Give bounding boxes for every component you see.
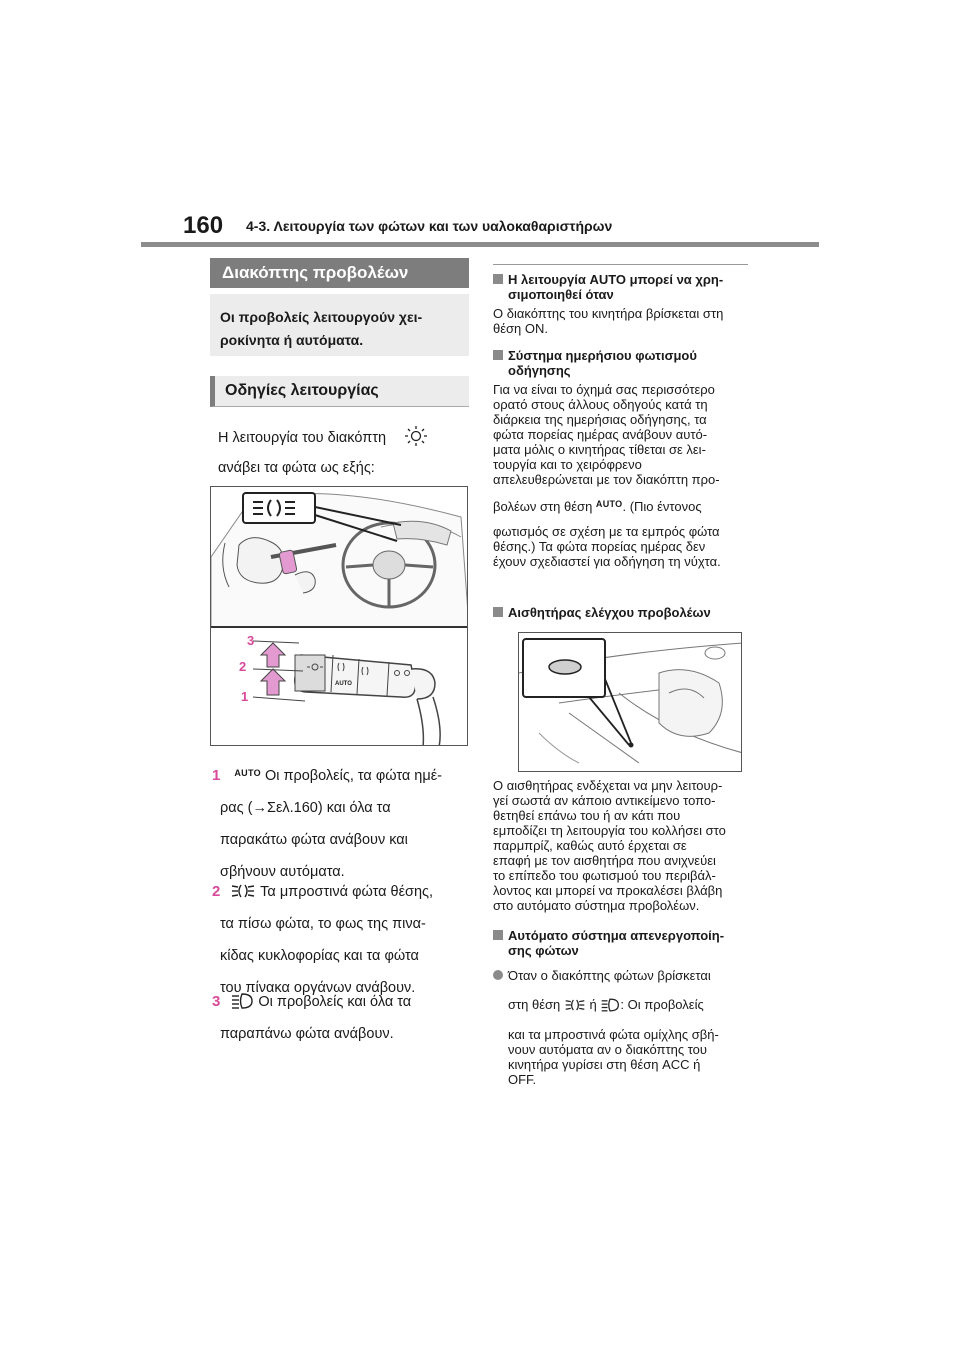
text-line: λοντος και μπορεί να προκαλέσει βλάβη bbox=[493, 883, 723, 898]
step-text: Τα μπροστινά φώτα θέσης, bbox=[260, 884, 434, 900]
stalk-auto-label: AUTO bbox=[335, 681, 352, 687]
figure-label-3: 3 bbox=[247, 633, 255, 648]
square-bullet-icon bbox=[493, 350, 503, 360]
intro-box bbox=[210, 294, 469, 356]
step-text: τα πίσω φώτα, το φως της πινα- bbox=[220, 916, 426, 932]
text-line: φώτα πορείας ημέρας ανάβουν αυτό- bbox=[493, 427, 708, 442]
step-text: του πίνακα οργάνων ανάβουν. bbox=[220, 980, 416, 996]
page-number: 160 bbox=[183, 212, 224, 239]
chapter-title: 4-3. Λειτουργία των φώτων και των υαλοκαθαριστήρων bbox=[246, 218, 613, 234]
step-text: Οι προβολείς, τα φώτα ημέ- bbox=[264, 768, 443, 784]
text-line: θέση ON. bbox=[493, 321, 549, 336]
text-segment: : Οι προβολείς bbox=[620, 997, 704, 1012]
heading-sensor bbox=[493, 605, 753, 620]
paragraph-sensor bbox=[493, 778, 755, 913]
text-line: θετηθεί επάνω του ή αν κάτι που bbox=[493, 808, 681, 823]
heading-auto-usage bbox=[493, 272, 753, 302]
text-line: Όταν ο διακόπτης φώτων βρίσκεται bbox=[508, 968, 711, 983]
heading-text: σης φώτων bbox=[508, 943, 579, 958]
step-2 bbox=[212, 880, 474, 1000]
text-segment: ή bbox=[589, 997, 597, 1012]
step-text: σβήνουν αυτόματα. bbox=[220, 864, 345, 880]
illustration-svg bbox=[211, 487, 468, 746]
text-line: Ο αισθητήρας ενδέχεται να μην λειτουρ- bbox=[493, 778, 723, 793]
step-number: 2 bbox=[212, 883, 221, 900]
text-line: παρμπρίζ, καθώς αυτό έρχεται σε bbox=[493, 838, 687, 853]
text-line: στο αυτόματο σύστημα προβολέων. bbox=[493, 898, 700, 913]
text-line: ορατό στους άλλους οδηγούς κατά τη bbox=[493, 397, 708, 412]
auto-icon: AUTO bbox=[234, 768, 261, 778]
step-text: παρακάτω φώτα ανάβουν και bbox=[220, 832, 408, 848]
text-line: γεί σωστά αν κάποιο αντικείμενο τοπο- bbox=[493, 793, 716, 808]
step-text: ρας (→Σελ.160) και όλα τα bbox=[220, 800, 391, 816]
light-switch-symbol-icon bbox=[398, 424, 434, 446]
parking-light-icon bbox=[564, 997, 586, 1013]
text-line bbox=[493, 997, 755, 1013]
text-line: διάρκεια της ημερήσιας οδήγησης, τα bbox=[493, 412, 707, 427]
text-line: επαφή με τον αισθητήρα που ανιχνεύει bbox=[493, 853, 716, 868]
text-line: κινητήρα γυρίσει στη θέση ACC ή bbox=[508, 1057, 701, 1072]
subsection-title: Οδηγίες λειτουργίας bbox=[210, 376, 469, 407]
step-3 bbox=[212, 990, 474, 1046]
heading-text: Σύστημα ημερήσιου φωτισμού bbox=[508, 348, 697, 363]
operation-text: Η λειτουργία του διακόπτη bbox=[218, 430, 387, 446]
text-segment: βολέων στη θέση bbox=[493, 499, 593, 514]
text-line: OFF. bbox=[508, 1072, 537, 1087]
figure-label-1: 1 bbox=[241, 689, 249, 704]
headlight-icon bbox=[230, 992, 254, 1010]
square-bullet-icon bbox=[493, 930, 503, 940]
heading-text: Η λειτουργία AUTO μπορεί να χρη- bbox=[508, 272, 724, 287]
text-segment: στη θέση bbox=[508, 997, 561, 1012]
text-line: το επίπεδο του φωτισμού του περιβάλ- bbox=[493, 868, 716, 883]
step-1 bbox=[212, 762, 474, 884]
intro-line: ροκίνητα ή αυτόματα. bbox=[220, 332, 364, 348]
round-bullet-icon bbox=[493, 970, 503, 980]
headlight-icon bbox=[600, 997, 620, 1013]
text-line: Για να είναι το όχημά σας περισσότερο bbox=[493, 382, 715, 397]
text-line: εμποδίζει τη λειτουργία του κολλήσει στο bbox=[493, 823, 726, 838]
heading-text: οδήγησης bbox=[508, 363, 571, 378]
operation-paragraph bbox=[218, 424, 434, 450]
text-line: φωτισμός σε σχέση με τα εμπρός φώτα bbox=[493, 524, 720, 539]
text-line: ματα μόλις ο κινητήρας τίθεται σε λει- bbox=[493, 442, 706, 457]
paragraph-auto-usage bbox=[493, 306, 755, 336]
step-number: 3 bbox=[212, 993, 221, 1010]
text-line bbox=[493, 497, 755, 514]
operation-text-2: ανάβει τα φώτα ως εξής: bbox=[218, 460, 375, 476]
sensor-svg bbox=[519, 633, 742, 772]
figure-label-2: 2 bbox=[239, 659, 247, 674]
intro-line: Οι προβολείς λειτουργούν χει- bbox=[220, 309, 423, 325]
heading-text: σιμοποιηθεί όταν bbox=[508, 287, 614, 302]
text-line: τουργία και το χειρόφρενο bbox=[493, 457, 642, 472]
section-title: Διακόπτης προβολέων bbox=[210, 258, 469, 288]
text-line: και τα μπροστινά φώτα ομίχλης σβή- bbox=[508, 1027, 719, 1042]
paragraph-drl bbox=[493, 382, 755, 569]
text-line: Ο διακόπτης του κινητήρα βρίσκεται στη bbox=[493, 306, 724, 321]
square-bullet-icon bbox=[493, 274, 503, 284]
bullet-auto-off bbox=[493, 968, 755, 1087]
square-bullet-icon bbox=[493, 607, 503, 617]
heading-text: Αισθητήρας ελέγχου προβολέων bbox=[508, 605, 711, 620]
heading-text: Αυτόματο σύστημα απενεργοποίη- bbox=[508, 928, 725, 943]
text-line: νουν αυτόματα αν ο διακόπτης του bbox=[508, 1042, 708, 1057]
headlight-switch-illustration bbox=[210, 486, 468, 746]
text-segment: . (Πιο έντονος bbox=[622, 499, 702, 514]
text-line: έχουν σχεδιαστεί για οδήγηση τη νύχτα. bbox=[493, 554, 721, 569]
auto-icon: AUTO bbox=[595, 499, 623, 509]
heading-drl bbox=[493, 348, 753, 378]
parking-light-icon bbox=[230, 882, 256, 900]
step-text: Οι προβολείς και όλα τα bbox=[258, 994, 412, 1010]
text-line: θέσης.) Τα φώτα πορείας ημέρας δεν bbox=[493, 539, 706, 554]
step-number: 1 bbox=[212, 767, 221, 784]
column-divider bbox=[493, 264, 748, 265]
heading-auto-off bbox=[493, 928, 753, 958]
text-line: απελευθερώνεται με τον διακόπτη προ- bbox=[493, 472, 720, 487]
light-sensor-illustration bbox=[518, 632, 742, 772]
step-text: παραπάνω φώτα ανάβουν. bbox=[220, 1026, 394, 1042]
header-divider bbox=[141, 242, 819, 247]
step-text: κίδας κυκλοφορίας και τα φώτα bbox=[220, 948, 419, 964]
